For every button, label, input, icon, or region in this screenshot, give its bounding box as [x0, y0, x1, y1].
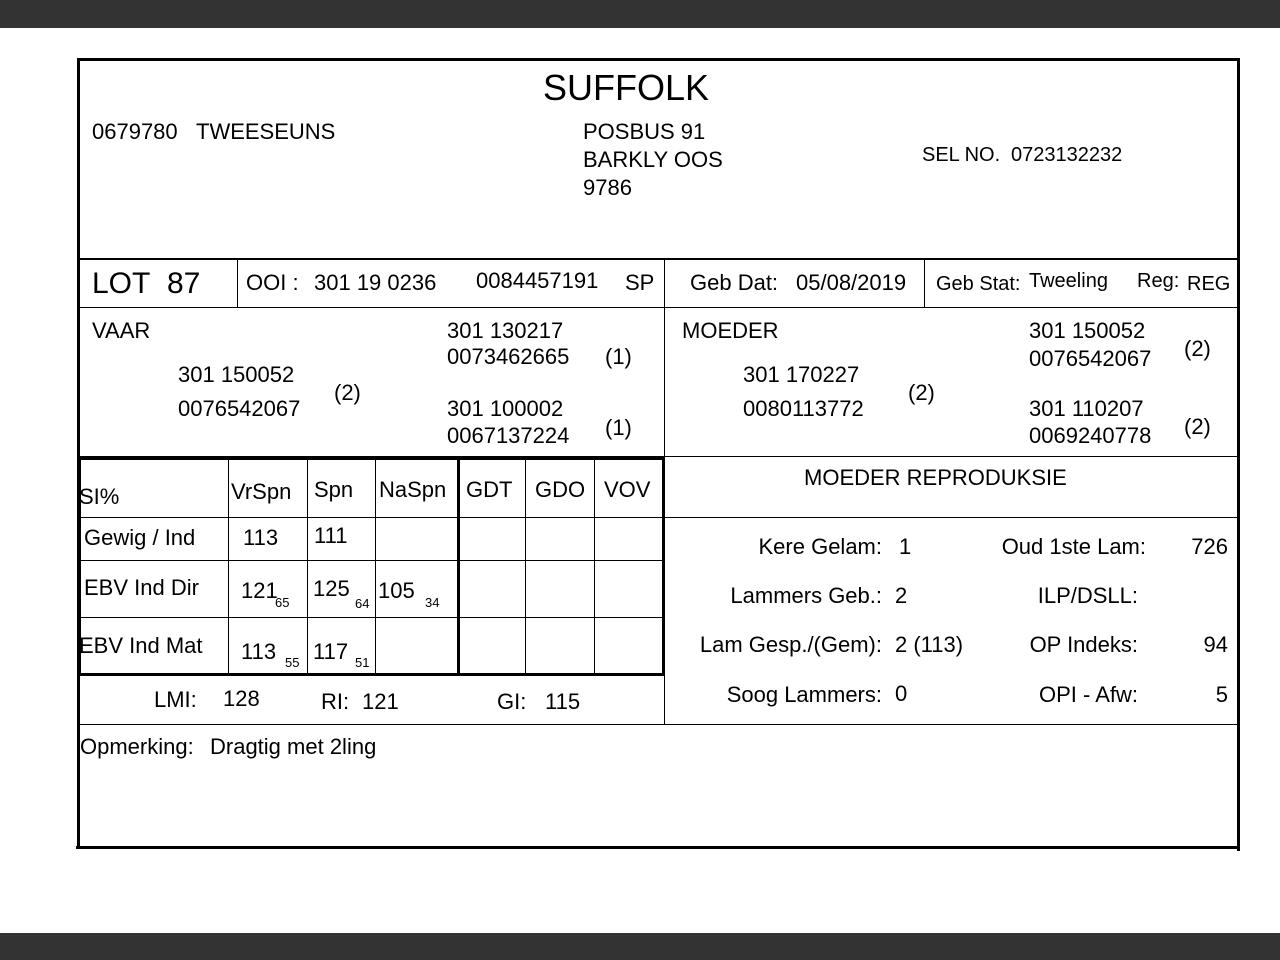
dam-sire-id: 301 150052: [1029, 318, 1146, 343]
animal-id: 301 19 0236: [314, 270, 437, 295]
reg-label: Reg:: [1137, 270, 1180, 292]
row-ebv-dir-spn: 125: [313, 576, 350, 601]
phone-number: 0723132232: [1011, 144, 1123, 166]
remark-label: Opmerking:: [80, 734, 194, 759]
table-col-naspn: [375, 459, 376, 675]
row-weight-vrspn: 113: [243, 525, 279, 550]
seller-address-line-3: 9786: [583, 175, 632, 200]
sire-id: 301 150052: [178, 362, 295, 387]
row-ebv-mat-vrspn: 113: [241, 639, 277, 664]
lmi-label: LMI:: [154, 687, 197, 712]
table-header-gdo: GDO: [535, 477, 586, 502]
opi-dev-value: 5: [1215, 682, 1228, 707]
divider-lot: [80, 307, 1237, 308]
seller-address-line-2: BARKLY OOS: [583, 147, 723, 172]
row-ebv-mat-spn-accuracy: 51: [355, 655, 370, 670]
dam-count: (2): [908, 380, 935, 405]
dam-dam-id: 301 110207: [1029, 396, 1144, 421]
gi-value: 115: [545, 689, 581, 714]
suckling-label: Soog Lammers:: [726, 682, 882, 707]
animal-type-label: OOI :: [246, 270, 299, 295]
row-ebv-dir-naspn: 105: [378, 578, 415, 603]
times-lambed-label: Kere Gelam:: [758, 534, 882, 559]
animal-code: SP: [625, 270, 655, 295]
ri-value: 121: [362, 689, 399, 714]
lot-number: 87: [167, 267, 201, 300]
table-col-vov: [594, 459, 595, 675]
divider-lot-cell: [237, 259, 238, 308]
lot-label: LOT: [92, 267, 151, 300]
card-border-right: [1237, 58, 1240, 851]
divider-header: [80, 258, 1237, 260]
ilp-label: ILP/DSLL:: [1037, 583, 1138, 608]
animal-reg-no: 0084457191: [476, 268, 599, 293]
sire-dam-id: 301 100002: [447, 396, 564, 421]
phone-label: SEL NO.: [922, 144, 1001, 166]
sire-dam-reg: 0067137224: [447, 423, 570, 448]
row-ebv-dir-label: EBV Ind Dir: [84, 575, 199, 600]
divider-birth-status: [924, 259, 925, 308]
op-index-value: 94: [1203, 632, 1228, 657]
table-header-gdt: GDT: [466, 477, 513, 502]
lambs-born-label: Lammers Geb.:: [730, 583, 882, 608]
row-ebv-dir-vrspn: 121: [241, 578, 278, 603]
row-weight-spn: 111: [314, 523, 348, 548]
gi-label: GI:: [497, 689, 527, 714]
op-index-label: OP Indeks:: [1029, 632, 1138, 657]
card-border-top: [78, 58, 1240, 61]
age-first-lamb-label: Oud 1ste Lam:: [1001, 534, 1146, 559]
seller-address-line-1: POSBUS 91: [583, 119, 706, 144]
reg-value: REG: [1187, 273, 1231, 295]
age-first-lamb-value: 726: [1191, 534, 1228, 559]
table-header-si: SI%: [79, 484, 120, 509]
row-ebv-mat-spn: 117: [313, 639, 349, 664]
ri-label: RI:: [321, 689, 350, 714]
seller-number: 0679780: [92, 119, 178, 144]
birth-date: 05/08/2019: [796, 270, 907, 295]
sire-sire-id: 301 130217: [447, 318, 564, 343]
sire-label: VAAR: [92, 318, 151, 343]
table-header-vrspn: VrSpn: [231, 479, 292, 504]
sire-count: (2): [334, 380, 361, 405]
weaned-label: Lam Gesp./(Gem):: [699, 632, 882, 657]
dam-label: MOEDER: [682, 318, 779, 343]
lmi-value: 128: [223, 686, 260, 711]
card-border-bottom: [76, 846, 1238, 849]
sire-sire-reg: 0073462665: [447, 344, 570, 369]
times-lambed-value: 1: [899, 534, 912, 559]
table-col-spn: [307, 459, 308, 675]
lambs-born-value: 2: [895, 583, 908, 608]
sire-dam-count: (1): [605, 415, 632, 440]
breed-title: SUFFOLK: [543, 67, 710, 108]
table-col-vrspn: [228, 459, 229, 675]
table-header-spn: Spn: [314, 477, 354, 502]
divider-table-row1: [80, 560, 664, 561]
dam-sire-reg: 0076542067: [1029, 346, 1152, 371]
divider-table-bottom: [80, 673, 664, 676]
dam-id: 301 170227: [743, 362, 860, 387]
opi-dev-label: OPI - Afw:: [1038, 682, 1138, 707]
reproduction-title: MOEDER REPRODUKSIE: [804, 465, 1067, 490]
birth-status: Tweeling: [1029, 270, 1108, 292]
row-ebv-dir-vrspn-accuracy: 65: [275, 595, 290, 610]
bottom-letterbox-bar: [0, 933, 1280, 960]
top-letterbox-bar: [0, 0, 1280, 28]
birth-date-label: Geb Dat:: [690, 270, 779, 295]
divider-table-header: [80, 517, 1237, 518]
remark-text: Dragtig met 2ling: [210, 734, 377, 759]
table-border-right: [662, 457, 665, 676]
dam-dam-count: (2): [1184, 414, 1211, 439]
row-ebv-dir-spn-accuracy: 64: [355, 596, 370, 611]
table-header-naspn: NaSpn: [379, 477, 447, 502]
sire-sire-count: (1): [605, 344, 632, 369]
row-ebv-mat-label: EBV Ind Mat: [79, 633, 203, 658]
birth-status-label: Geb Stat:: [936, 273, 1021, 295]
table-col-gdt: [457, 459, 460, 675]
divider-table-row2: [80, 617, 664, 618]
weaned-value: 2 (113): [895, 632, 964, 657]
table-border-top: [78, 457, 664, 460]
seller-name: TWEESEUNS: [196, 119, 336, 144]
sire-reg: 0076542067: [178, 396, 301, 421]
dam-sire-count: (2): [1184, 336, 1211, 361]
table-header-vov: VOV: [604, 477, 651, 502]
dam-reg: 0080113772: [743, 396, 864, 421]
table-col-gdo: [525, 459, 526, 675]
dam-dam-reg: 0069240778: [1029, 423, 1152, 448]
divider-remarks: [80, 724, 1237, 725]
row-ebv-dir-naspn-accuracy: 34: [425, 595, 440, 610]
suckling-value: 0: [895, 681, 908, 706]
card-border-left: [77, 58, 80, 849]
row-ebv-mat-vrspn-accuracy: 55: [285, 655, 300, 670]
row-weight-label: Gewig / Ind: [84, 525, 196, 550]
